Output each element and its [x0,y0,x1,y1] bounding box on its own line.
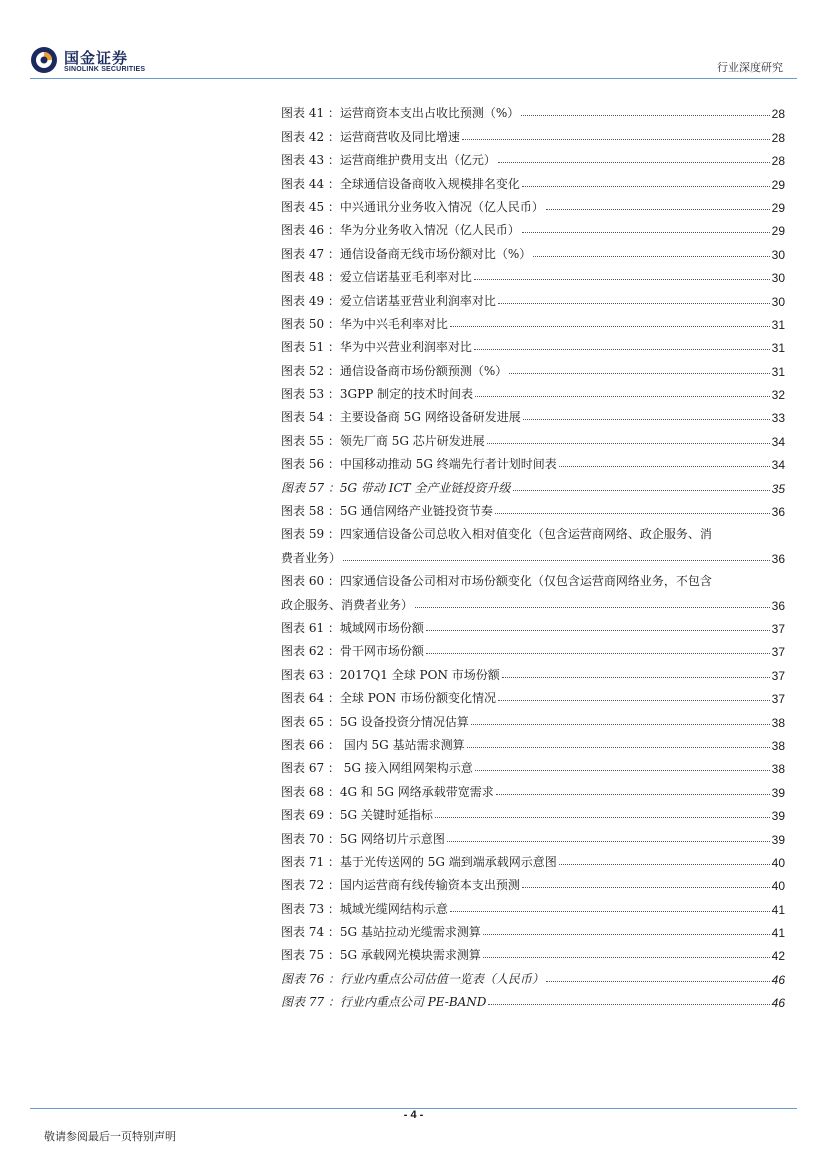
leader-dots [483,957,770,958]
leader-dots [523,419,770,420]
header-divider [30,78,797,79]
toc-entry-56[interactable]: 图表 56 ：中国移动推动 5G 终端先行者计划时间表 34 [281,457,785,473]
leader-dots [475,396,770,397]
page-number: - 4 - [403,1109,424,1121]
leader-dots [488,1004,769,1005]
leader-dots [502,677,770,678]
leader-dots [415,607,770,608]
toc-entry-60-line1[interactable]: 图表 60 ：四家通信设备公司相对市场份额变化（仅包含运营商网络业务，不包含 [281,574,712,589]
company-logo [30,46,180,78]
toc-entry-71[interactable]: 图表 71 ：基于光传送网的 5G 端到端承载网示意图 40 [281,854,785,870]
toc-entry-75[interactable]: 图表 75 ：5G 承载网光模块需求测算 42 [281,948,785,964]
toc-entry-43[interactable]: 图表 43 ：运营商维护费用支出（亿元） 28 [281,153,785,169]
toc-entry-76[interactable]: 图表 76 ：行业内重点公司估值一览表（人民币） 46 [281,971,785,987]
toc-entry-58[interactable]: 图表 58 ：5G 通信网络产业链投资节奏 36 [281,504,785,520]
leader-dots [498,162,770,163]
leader-dots [343,560,770,561]
leader-dots [533,256,769,257]
leader-dots [474,279,770,280]
leader-dots [474,349,770,350]
leader-dots [546,981,770,982]
leader-dots [559,466,770,467]
toc-entry-65[interactable]: 图表 65 ：5G 设备投资分情况估算 38 [281,714,785,730]
leader-dots [426,653,770,654]
leader-dots [450,911,770,912]
leader-dots [450,326,770,327]
leader-dots [509,373,769,374]
leader-dots [513,490,770,491]
toc-entry-42[interactable]: 图表 42 ：运营商营收及同比增速 28 [281,129,785,145]
leader-dots [498,303,770,304]
leader-dots [467,747,770,748]
leader-dots [475,770,770,771]
toc-entry-55[interactable]: 图表 55 ：领先厂商 5G 芯片研发进展 34 [281,433,785,449]
disclaimer-text: 敬请参阅最后一页特别声明 [44,1130,176,1143]
logo-chinese-name: 国金证券 [64,49,129,67]
toc-entry-67[interactable]: 图表 67 ： 5G 接入网组网架构示意 38 [281,761,785,777]
toc-entry-51[interactable]: 图表 51 ：华为中兴营业利润率对比 31 [281,340,785,356]
leader-dots [487,443,770,444]
toc-entry-73[interactable]: 图表 73 ：城域光缆网结构示意 41 [281,901,785,917]
leader-dots [495,513,770,514]
leader-dots [546,209,770,210]
toc-entry-66[interactable]: 图表 66 ： 国内 5G 基站需求测算 38 [281,737,785,753]
leader-dots [496,794,770,795]
toc-entry-64[interactable]: 图表 64 ：全球 PON 市场份额变化情况 37 [281,691,785,707]
toc-entry-44[interactable]: 图表 44 ：全球通信设备商收入规模排名变化 29 [281,176,785,192]
leader-dots [521,115,769,116]
toc-entry-53[interactable]: 图表 53 ：3GPP 制定的技术时间表 32 [281,387,785,403]
toc-entry-50[interactable]: 图表 50 ：华为中兴毛利率对比 31 [281,316,785,332]
toc-entry-77[interactable]: 图表 77 ：行业内重点公司 PE-BAND 46 [281,995,785,1011]
toc-entry-49[interactable]: 图表 49 ：爱立信诺基亚营业利润率对比 30 [281,293,785,309]
toc-entry-72[interactable]: 图表 72 ：国内运营商有线传输资本支出预测 40 [281,878,785,894]
leader-dots [426,630,770,631]
sinolink-logo-icon [30,46,58,74]
leader-dots [462,139,770,140]
logo-english-name: SINOLINK SECURITIES [64,66,146,73]
leader-dots [522,887,770,888]
toc-entry-63[interactable]: 图表 63 ：2017Q1 全球 PON 市场份额 37 [281,667,785,683]
toc-entry-46[interactable]: 图表 46 ：华为分业务收入情况（亿人民币） 29 [281,223,785,239]
leader-dots [522,186,770,187]
report-type: 行业深度研究 [717,61,783,74]
toc-entry-41[interactable]: 图表 41 ：运营商资本支出占收比预测（%） 28 [281,106,785,122]
leader-dots [447,841,770,842]
toc-entry-57[interactable]: 图表 57 ：5G 带动 ICT 全产业链投资升级 35 [281,480,785,496]
leader-dots [522,232,770,233]
toc-entry-69[interactable]: 图表 69 ：5G 关键时延指标 39 [281,808,785,824]
toc-entry-47[interactable]: 图表 47 ：通信设备商无线市场份额对比（%） 30 [281,246,785,262]
toc-entry-74[interactable]: 图表 74 ：5G 基站拉动光缆需求测算 41 [281,925,785,941]
toc-entry-52[interactable]: 图表 52 ：通信设备商市场份额预测（%） 31 [281,363,785,379]
toc-entry-61[interactable]: 图表 61 ：城域网市场份额 37 [281,620,785,636]
toc-entry-68[interactable]: 图表 68 ：4G 和 5G 网络承载带宽需求 39 [281,784,785,800]
table-of-figures [281,98,785,1010]
toc-entry-54[interactable]: 图表 54 ：主要设备商 5G 网络设备研发进展 33 [281,410,785,426]
leader-dots [435,817,770,818]
toc-entry-48[interactable]: 图表 48 ：爱立信诺基亚毛利率对比 30 [281,270,785,286]
leader-dots [483,934,770,935]
leader-dots [471,724,770,725]
toc-entry-60-line2[interactable]: 政企服务、消费者业务） 36 [281,597,785,613]
toc-entry-59-line1[interactable]: 图表 59 ：四家通信设备公司总收入相对值变化（包含运营商网络、政企服务、消 [281,527,712,542]
toc-entry-70[interactable]: 图表 70 ：5G 网络切片示意图 39 [281,831,785,847]
toc-entry-45[interactable]: 图表 45 ：中兴通讯分业务收入情况（亿人民币） 29 [281,199,785,215]
leader-dots [498,700,770,701]
leader-dots [559,864,770,865]
toc-entry-62[interactable]: 图表 62 ：骨干网市场份额 37 [281,644,785,660]
toc-entry-59-line2[interactable]: 费者业务） 36 [281,550,785,566]
